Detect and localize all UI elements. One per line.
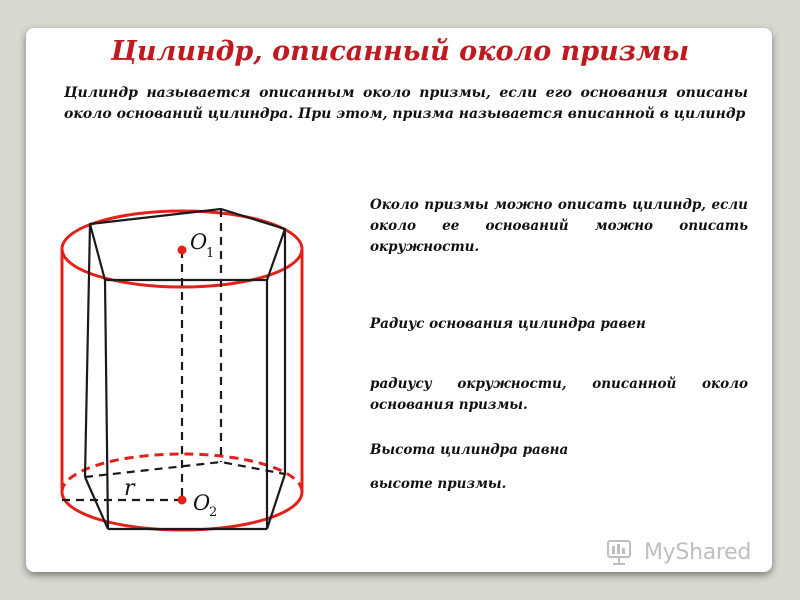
slide-title: Цилиндр, описанный около призмы: [110, 36, 690, 67]
label-o1: O: [190, 230, 208, 254]
paragraph-radius: Радиус основания цилиндра равен: [370, 316, 646, 332]
prism: [62, 209, 285, 529]
myshared-logo-icon: [606, 537, 640, 567]
label-o1-sub: 1: [206, 246, 215, 261]
prism-hidden-bottom: [85, 462, 285, 477]
definition-text: Цилиндр называется описанным около призмы, если его основания описаны около оснований цилиндра. При этом, призма называется вписанной в цилиндр: [64, 85, 748, 122]
prism-bottom-front-b: [267, 474, 285, 529]
prism-top-base: [90, 209, 285, 280]
paragraph-height: Высота цилиндра равна: [370, 442, 569, 458]
center-o2-point: [178, 496, 187, 505]
label-o2-sub: 2: [209, 505, 218, 520]
label-o2: O: [193, 491, 211, 515]
paragraph-height-cont: высоте призмы.: [370, 476, 507, 492]
prism-edge-b: [105, 280, 108, 529]
watermark: [606, 537, 751, 567]
cylinder-prism-figure: [40, 195, 320, 550]
paragraph-describe-condition: Около призмы можно описать цилиндр, если около ее оснований можно описать окружности.: [370, 197, 748, 255]
paragraph-radius-cont: радиусу окружности, описанной около основания призмы.: [370, 376, 748, 413]
prism-bottom-front-c: [85, 477, 108, 529]
center-o1-point: [178, 246, 187, 255]
prism-edge-a: [85, 224, 90, 477]
label-r: r: [124, 476, 135, 501]
watermark-text: MyShared: [644, 539, 752, 565]
